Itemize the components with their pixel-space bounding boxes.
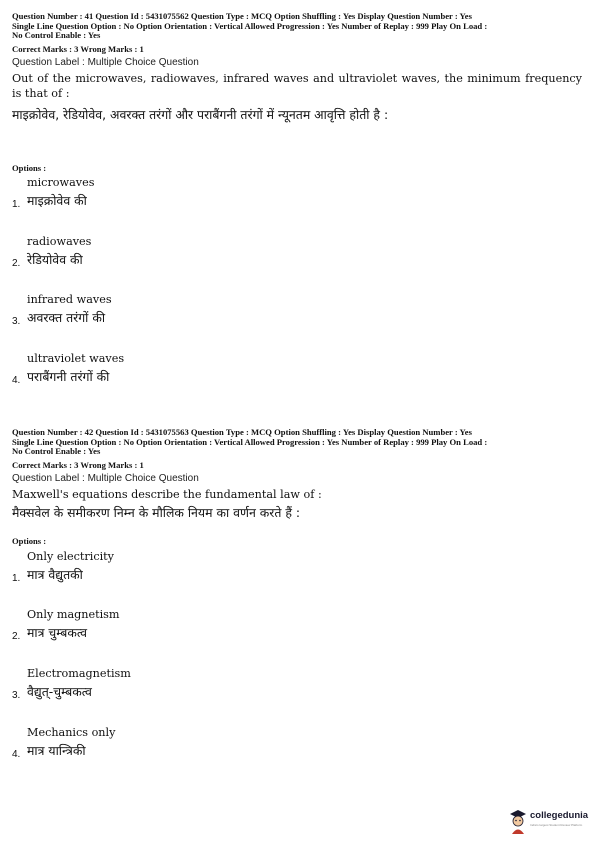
logo-tagline: India's largest Student Review Platform [530,823,583,827]
option-item[interactable] [12,176,412,232]
option-number: 2. [12,258,21,269]
option-text-hindi: वैद्युत्-चुम्बकत्व [27,684,92,699]
question-meta-line: Single Line Question Option : No Option Orientation : Vertical Allowed Progression : Yes Number of Replay : 999 Play On Load : [12,20,488,31]
question-text-hindi: मैक्सवेल के समीकरण निम्न के मौलिक नियम का वर्णन करते हैं : [12,504,301,520]
option-number: 1. [12,199,21,210]
option-number: 3. [12,316,21,327]
options-label: Options : [12,536,47,546]
option-text-hindi: मात्र यान्त्रिकी [27,743,86,758]
option-text-english: microwaves [27,176,95,189]
option-item[interactable] [12,726,412,782]
question-marks: Correct Marks : 3 Wrong Marks : 1 [12,459,144,470]
option-text-english: Only magnetism [27,608,120,621]
option-item[interactable] [12,667,412,723]
question-label: Question Label : Multiple Choice Question [12,472,199,484]
option-text-hindi: अवरक्त तरंगों की [27,310,106,325]
question-text-english: Maxwell's equations describe the fundamental law of : [12,487,322,501]
question-meta-line: No Control Enable : Yes [12,30,101,41]
question-marks: Correct Marks : 3 Wrong Marks : 1 [12,43,144,54]
option-text-english: ultraviolet waves [27,352,125,365]
question-42-header [12,428,582,522]
option-text-english: infrared waves [27,293,112,306]
option-text-hindi: माइक्रोवेव की [27,193,87,208]
question-text-hindi: माइक्रोवेव, रेडियोवेव, अवरक्त तरंगों और पराबैंगनी तरंगों में न्यूनतम आवृत्ति होती है : [12,106,389,122]
option-text-hindi: रेडियोवेव की [27,252,83,267]
option-number: 4. [12,375,21,386]
logo-wordmark: collegedunia [530,810,589,821]
option-item[interactable] [12,235,412,291]
collegedunia-logo [508,806,592,836]
option-text-english: Electromagnetism [27,667,131,680]
option-item[interactable] [12,293,412,349]
option-number: 4. [12,749,21,760]
question-meta-line: Question Number : 41 Question Id : 5431075562 Question Type : MCQ Option Shuffling : Yes Display Question Number : Yes [12,11,472,21]
question-text-english: Out of the microwaves, radiowaves, infrared waves and ultraviolet waves, the minimum frequency is that of : [12,71,582,100]
option-number: 2. [12,631,21,642]
option-text-english: radiowaves [27,235,92,248]
option-text-hindi: मात्र चुम्बकत्व [27,625,88,640]
option-text-hindi: मात्र वैद्युतकी [27,567,83,582]
question-label: Question Label : Multiple Choice Question [12,56,199,68]
question-meta-line: No Control Enable : Yes [12,446,101,457]
question-meta-line: Single Line Question Option : No Option Orientation : Vertical Allowed Progression : Yes Number of Replay : 999 Play On Load : [12,436,488,447]
option-text-english: Only electricity [27,550,114,563]
question-meta-line: Question Number : 42 Question Id : 5431075563 Question Type : MCQ Option Shuffling : Yes Display Question Number : Yes [12,427,472,437]
question-41-header [12,12,582,124]
option-item[interactable] [12,608,412,664]
option-text-hindi: पराबैंगनी तरंगों की [27,369,110,384]
option-number: 1. [12,573,21,584]
options-label: Options : [12,163,47,173]
student-mascot-icon [508,808,528,834]
option-text-english: Mechanics only [27,726,116,739]
option-number: 3. [12,690,21,701]
option-item[interactable] [12,352,412,408]
option-item[interactable] [12,550,412,606]
